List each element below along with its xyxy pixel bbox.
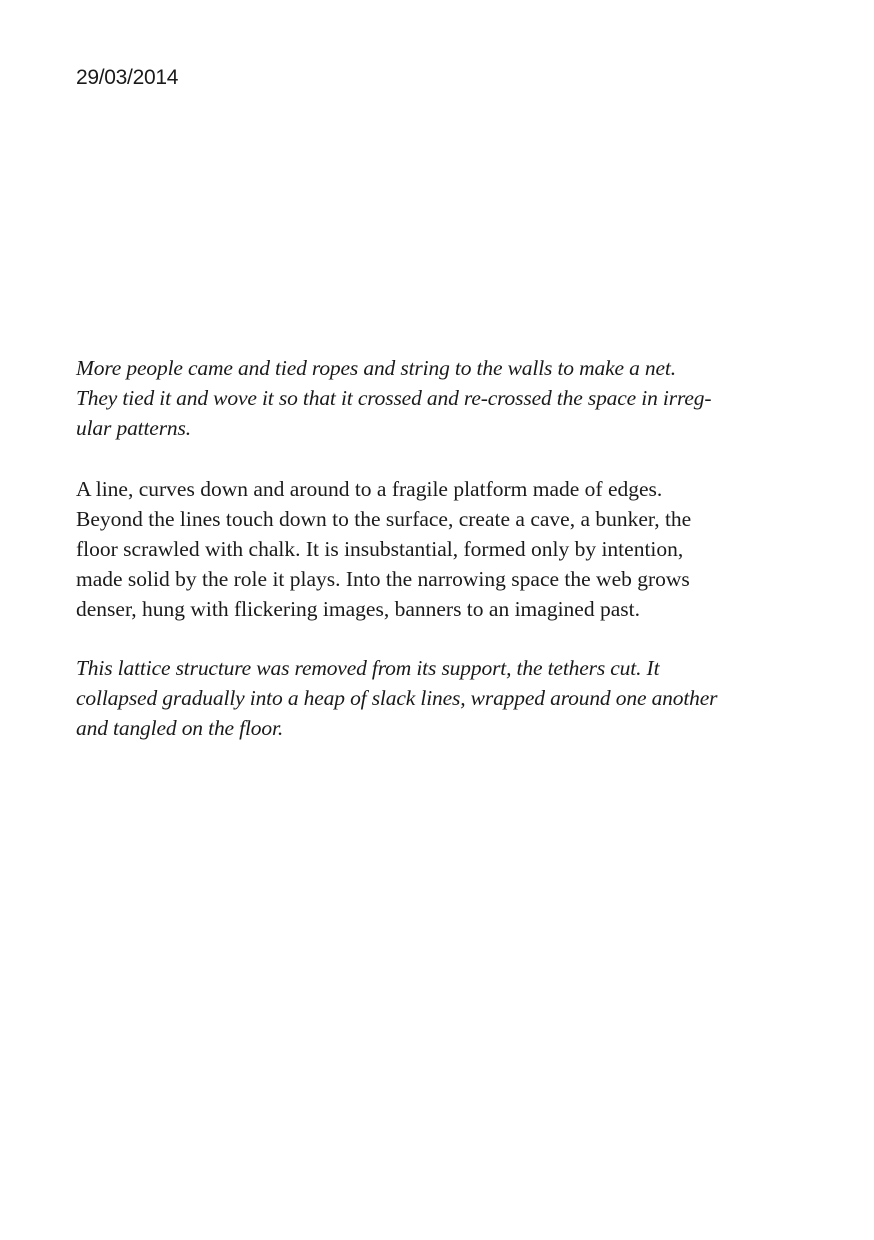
paragraph-line: made solid by the role it plays. Into the narrowing space the web grows (76, 567, 690, 591)
paragraph-lattice (76, 653, 806, 743)
paragraph-line: and tangled on the floor. (76, 716, 284, 740)
paragraph-line-platform (76, 474, 806, 624)
paragraph-line: They tied it and wove it so that it crossed and re-crossed the space in irreg- (76, 386, 712, 410)
paragraph-line: collapsed gradually into a heap of slack lines, wrapped around one another (76, 686, 718, 710)
paragraph-line: More people came and tied ropes and string to the walls to make a net. (76, 356, 676, 380)
paragraph-line: floor scrawled with chalk. It is insubstantial, formed only by intention, (76, 537, 684, 561)
paragraph-line: denser, hung with flickering images, banners to an imagined past. (76, 597, 640, 621)
page-date: 29/03/2014 (76, 66, 179, 89)
paragraph-line: Beyond the lines touch down to the surface, create a cave, a bunker, the (76, 507, 692, 531)
paragraph-line: A line, curves down and around to a fragile platform made of edges. (76, 477, 663, 501)
paragraph-line: This lattice structure was removed from its support, the tethers cut. It (76, 656, 660, 680)
paragraph-line: ular patterns. (76, 416, 191, 440)
paragraph-net (76, 353, 806, 443)
